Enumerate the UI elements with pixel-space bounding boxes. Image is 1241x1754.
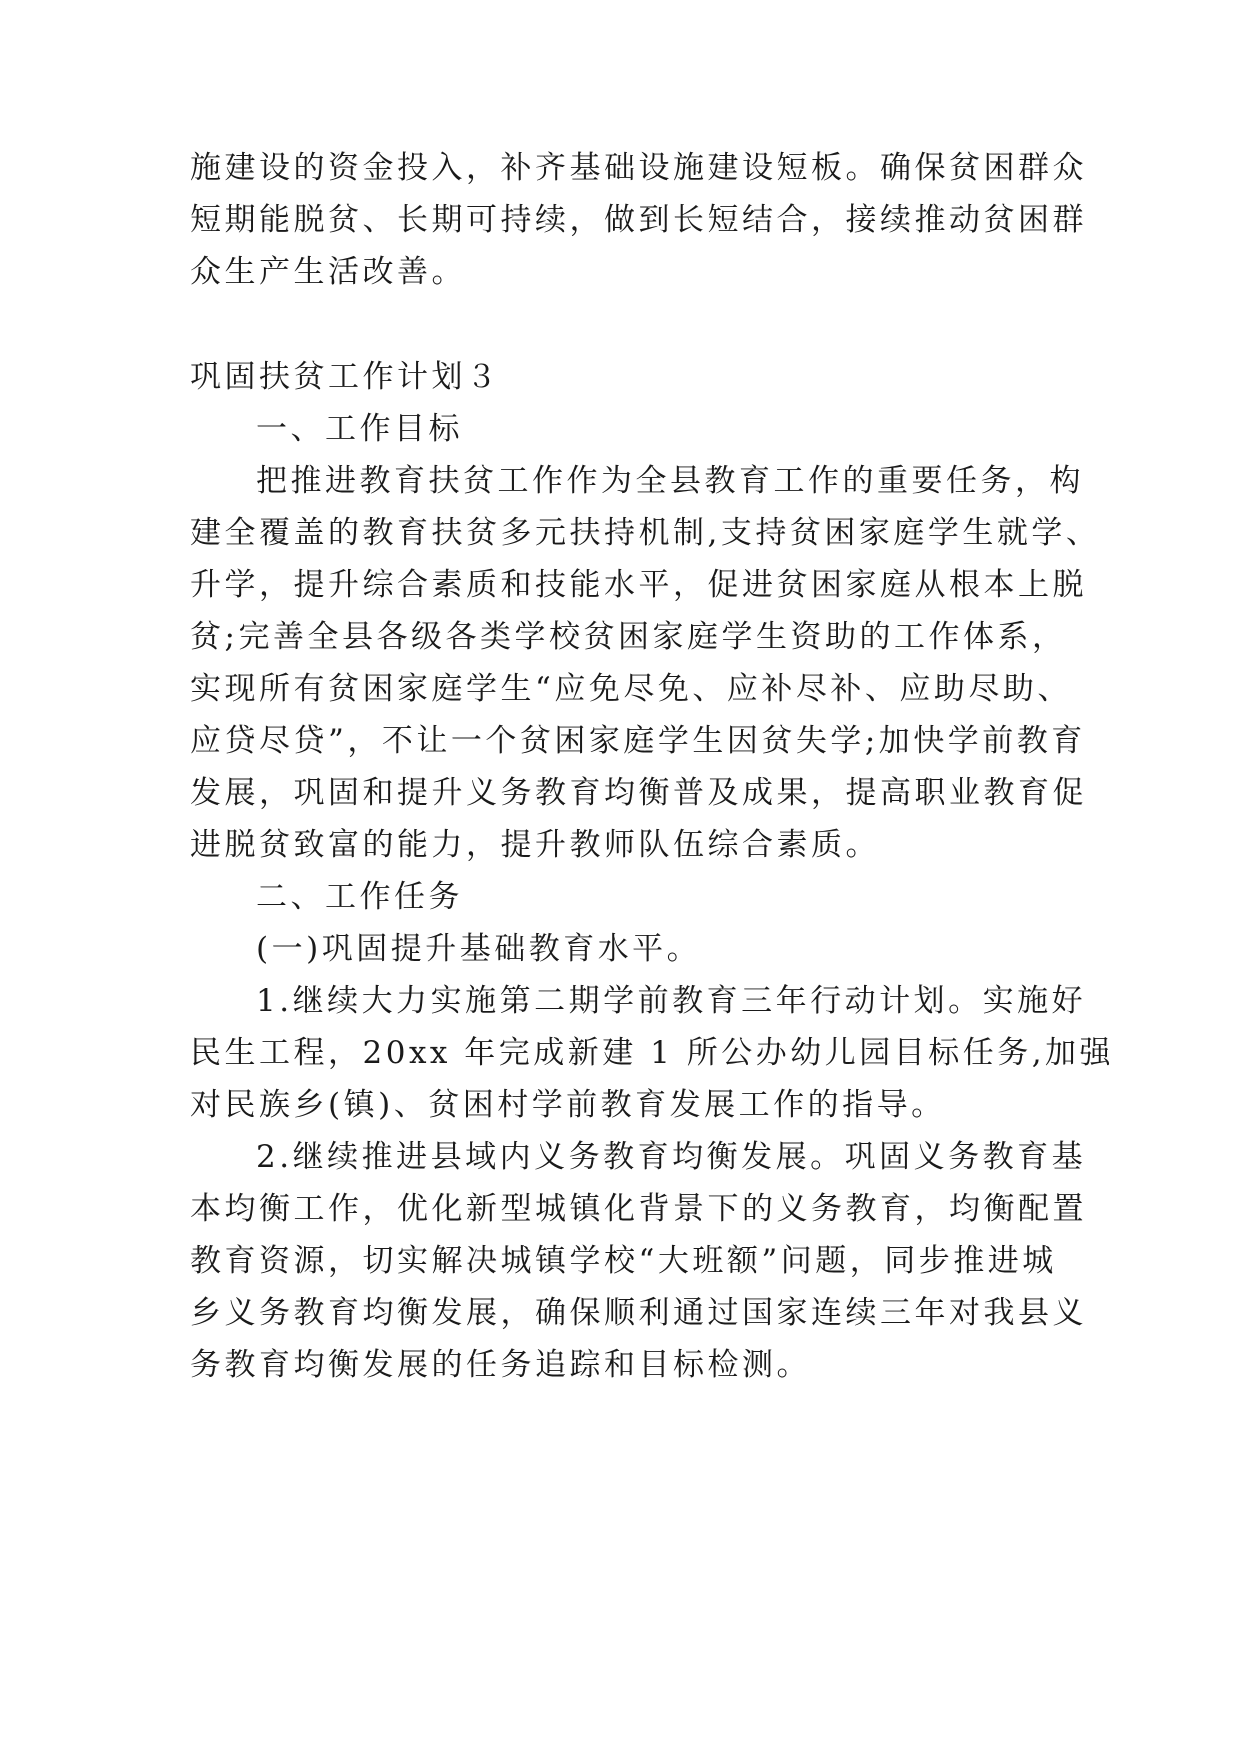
intro-line-1: 施建设的资金投入，补齐基础设施建设短板。确保贫困群众	[190, 150, 1087, 186]
goal-line-6: 应贷尽贷”，不让一个贫困家庭学生因贫失学;加快学前教育	[190, 723, 1086, 759]
item-2-line-1: 2.继续推进县域内义务教育均衡发展。巩固义务教育基	[256, 1139, 1087, 1175]
item-2-line-4: 乡义务教育均衡发展，确保顺利通过国家连续三年对我县义	[190, 1295, 1087, 1331]
subheading-basic-education: (一)巩固提升基础教育水平。	[256, 931, 702, 967]
goal-line-1: 把推进教育扶贫工作作为全县教育工作的重要任务，构	[256, 463, 1084, 499]
item-1-line-2: 民生工程，20xx 年完成新建 1 所公办幼儿园目标任务,加强	[190, 1035, 1115, 1071]
item-2-line-2: 本均衡工作，优化新型城镇化背景下的义务教育，均衡配置	[190, 1191, 1087, 1227]
intro-line-3: 众生产生活改善。	[190, 254, 466, 290]
goal-line-7: 发展，巩固和提升义务教育均衡普及成果，提高职业教育促	[190, 775, 1087, 811]
heading-work-goals: 一、工作目标	[256, 411, 463, 447]
goal-line-3: 升学，提升综合素质和技能水平，促进贫困家庭从根本上脱	[190, 567, 1087, 603]
goal-line-8: 进脱贫致富的能力，提升教师队伍综合素质。	[190, 827, 880, 863]
heading-work-tasks: 二、工作任务	[256, 879, 463, 915]
item-2-line-5: 务教育均衡发展的任务追踪和目标检测。	[190, 1347, 811, 1383]
item-2-line-3: 教育资源，切实解决城镇学校“大班额”问题，同步推进城	[190, 1243, 1057, 1279]
goal-line-5: 实现所有贫困家庭学生“应免尽免、应补尽补、应助尽助、	[190, 671, 1072, 707]
intro-line-2: 短期能脱贫、长期可持续，做到长短结合，接续推动贫困群	[190, 202, 1087, 238]
goal-line-4: 贫;完善全县各级各类学校贫困家庭学生资助的工作体系，	[190, 619, 1067, 655]
item-1-line-1: 1.继续大力实施第二期学前教育三年行动计划。实施好	[256, 983, 1087, 1019]
item-1-line-3: 对民族乡(镇)、贫困村学前教育发展工作的指导。	[190, 1087, 946, 1123]
goal-line-2: 建全覆盖的教育扶贫多元扶持机制,支持贫困家庭学生就学、	[190, 515, 1101, 551]
section-title: 巩固扶贫工作计划３	[190, 359, 501, 395]
